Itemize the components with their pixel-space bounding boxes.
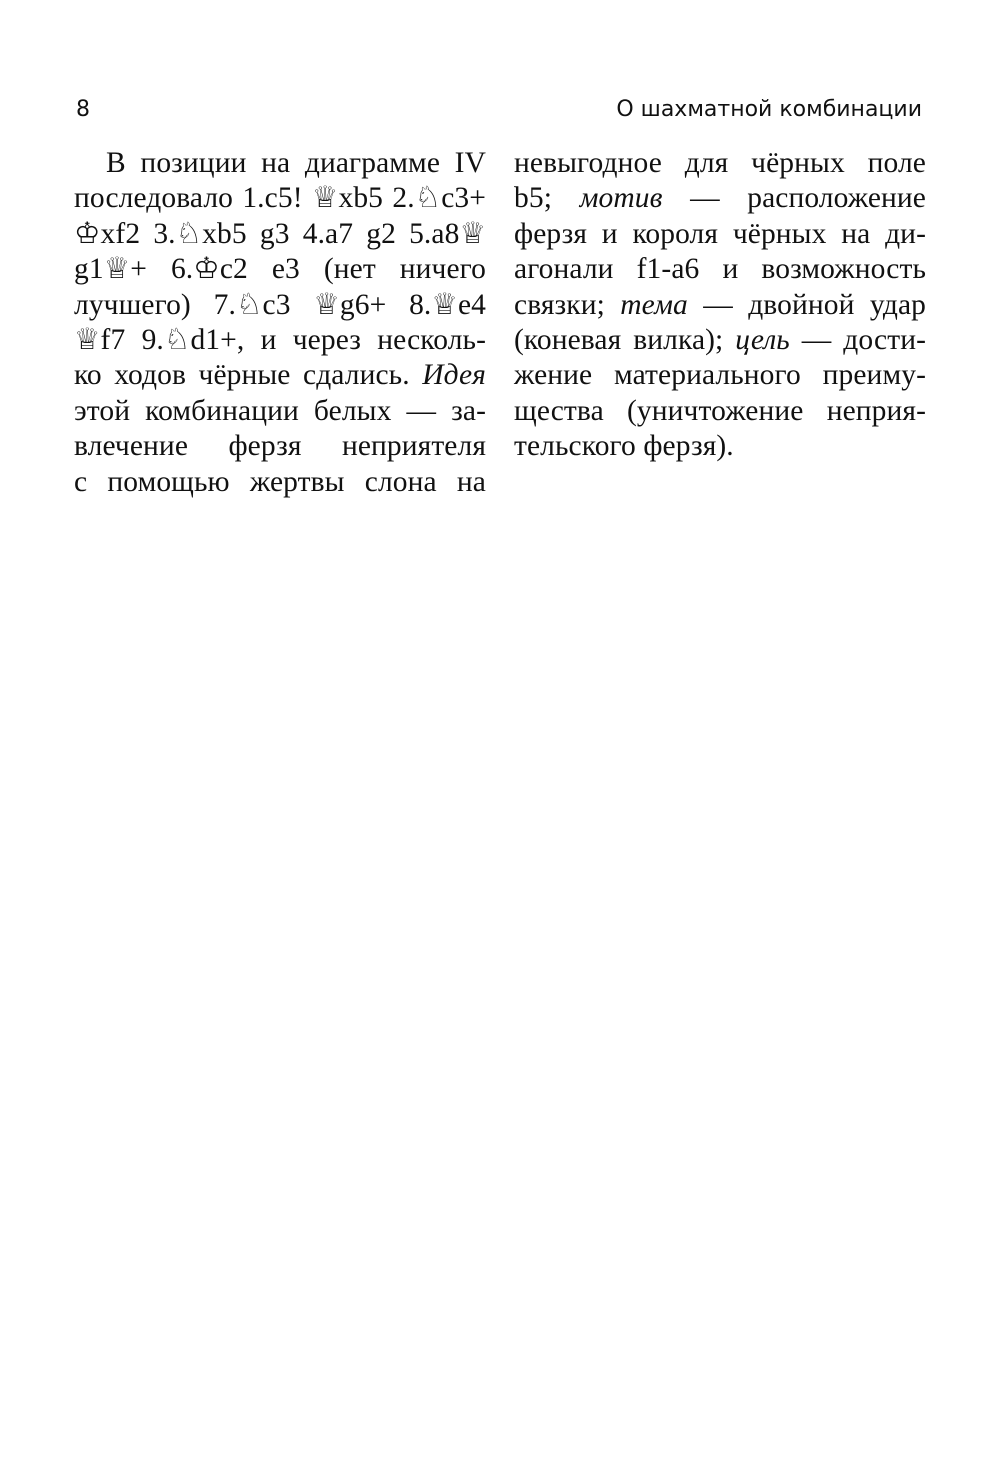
text-line: [74, 358, 486, 393]
section-title: О шахматной комбинации: [616, 97, 922, 122]
text-line: g1♕+ 6.♔c2 e3 (нет ничего: [74, 253, 486, 286]
left-column: [74, 146, 486, 500]
text-line: ♔xf2 3.♘xb5 g3 4.a7 g2 5.a8♕: [74, 217, 486, 250]
text-line: ферзя и короля чёрных на ди-: [514, 217, 926, 250]
text-line: [514, 288, 926, 323]
text-line: влечение ферзя неприятеля: [74, 430, 486, 463]
term-goal: цель: [735, 323, 790, 356]
text-segment: связки;: [514, 288, 605, 321]
text-segment: (коневая вилка);: [514, 323, 724, 356]
term-theme: тема: [620, 288, 688, 321]
page-number: 8: [76, 97, 90, 122]
text-line: невыгодное для чёрных поле: [514, 147, 926, 179]
text-segment: — дости-: [801, 323, 926, 356]
text-segment: b5;: [514, 182, 552, 215]
running-head: [76, 93, 922, 127]
text-line: лучшего) 7.♘c3 ♕g6+ 8.♕e4: [74, 288, 486, 321]
text-line: [514, 181, 926, 216]
right-column: [514, 146, 926, 465]
text-segment: — расположение: [690, 182, 926, 215]
text-line: последовало 1.c5! ♕xb5 2.♘c3+: [74, 182, 486, 215]
text-line: жение материального преиму-: [514, 359, 926, 392]
text-line: щества (уничтожение неприя-: [514, 394, 926, 427]
term-idea: Идея: [422, 359, 486, 392]
term-motif: мотив: [579, 182, 663, 215]
text-segment: ко ходов чёрные сдались.: [74, 359, 410, 392]
text-segment: — двойной удар: [703, 288, 926, 321]
text-line: В позиции на диаграмме IV: [106, 147, 486, 179]
text-line: агонали f1-a6 и возможность: [514, 253, 926, 286]
text-line: [514, 323, 926, 358]
text-line: ♕f7 9.♘d1+, и через несколь-: [74, 323, 486, 356]
text-line: этой комбинации белых — за-: [74, 394, 486, 427]
text-line: с помощью жертвы слона на: [74, 465, 486, 498]
text-line: тельского ферзя).: [514, 430, 734, 463]
